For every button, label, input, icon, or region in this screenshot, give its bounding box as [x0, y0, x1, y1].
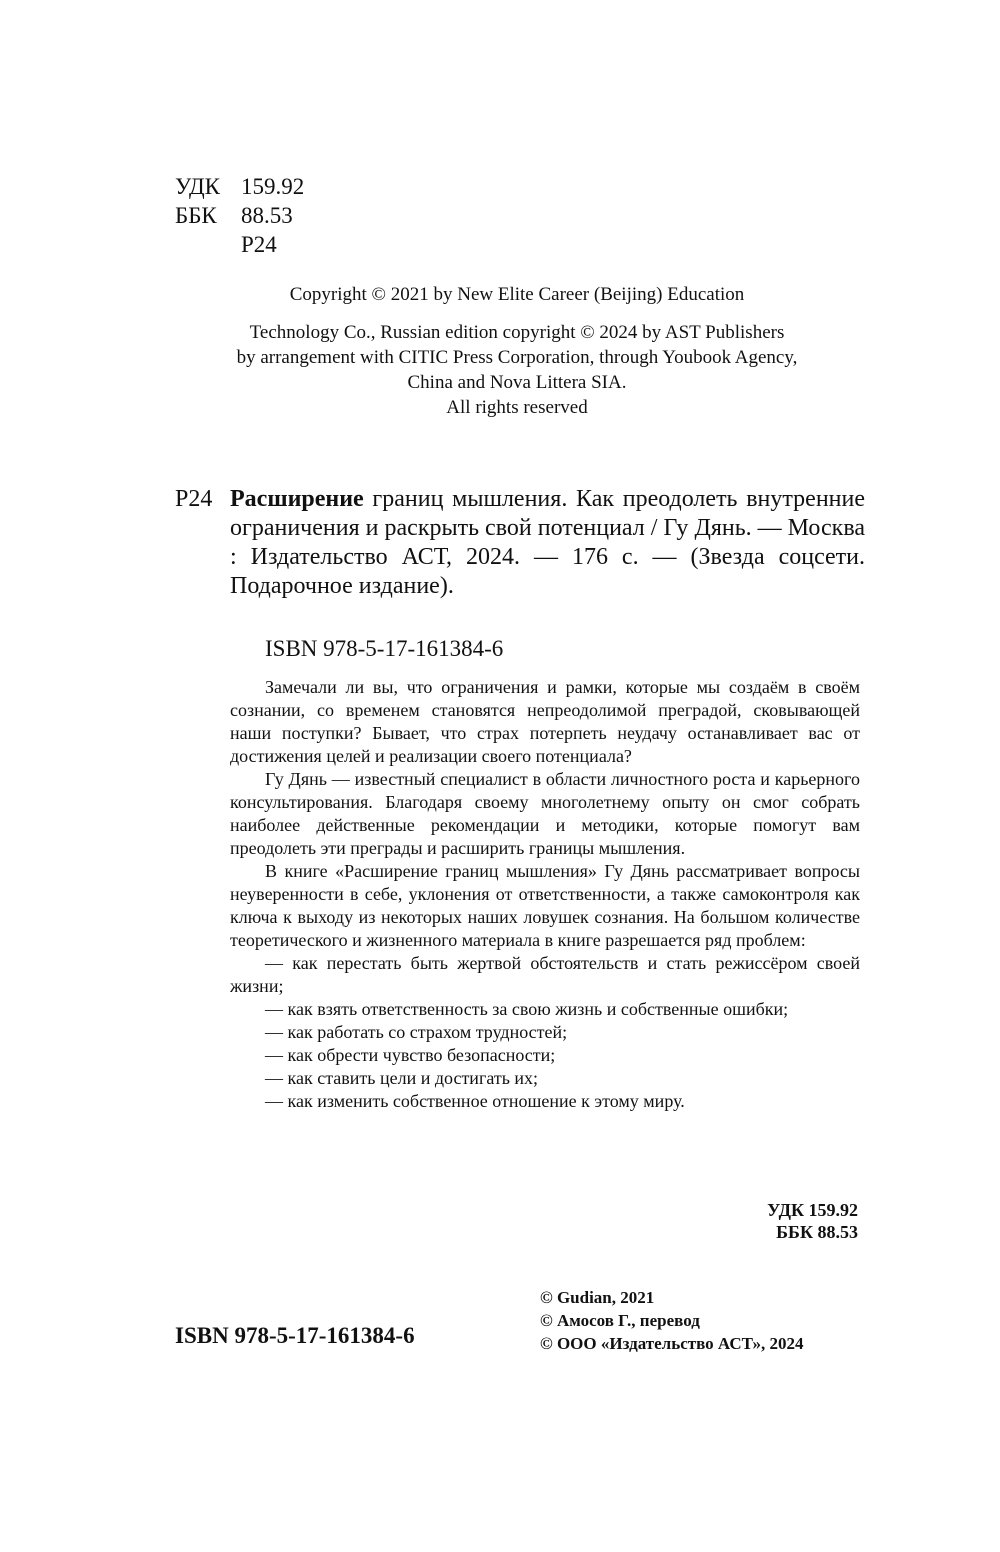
biblio-text	[230, 485, 865, 601]
classification-block	[175, 172, 304, 259]
footer-copyrights	[540, 1286, 804, 1355]
isbn-main: ISBN 978-5-17-161384-6	[265, 636, 504, 661]
udk-value: 159.92	[241, 174, 305, 199]
annotation-paragraph-3: В книге «Расширение границ мышления» Гу Дянь рассматривает вопросы неуверенности в себе, уклонения от ответственности, а также самоконтроля как ключа к выходу из некоторых наших ловушек сознания. На большом количестве теоретического и жизненного материала в книге разрешается ряд проблем:	[230, 861, 860, 950]
list-item: — как ставить цели и достигать их;	[265, 1068, 539, 1088]
copyright-line-4: China and Nova Littera SIA.	[407, 372, 627, 393]
copyright-translator: © Амосов Г., перевод	[540, 1311, 700, 1330]
bibliographic-record	[175, 485, 865, 601]
footer-bbk: ББК 88.53	[776, 1222, 858, 1242]
copyright-line-3: by arrangement with CITIC Press Corporation, through Youbook Agency,	[236, 347, 798, 368]
udk-label: УДК	[175, 174, 220, 199]
list-item: — как обрести чувство безопасности;	[265, 1045, 556, 1065]
copyright-line-1: Copyright © 2021 by New Elite Career (Beijing) Education	[289, 284, 745, 305]
book-title-bold: Расширение	[230, 486, 364, 512]
copyright-author: © Gudian, 2021	[540, 1288, 655, 1307]
list-item: — как работать со страхом трудностей;	[265, 1022, 568, 1042]
list-item: — как взять ответственность за свою жизнь и собственные ошибки;	[265, 999, 789, 1019]
biblio-code: Р24	[175, 486, 213, 512]
list-item: — как перестать быть жертвой обстоятельств и стать режиссёром своей жизни;	[230, 953, 860, 996]
copyright-publisher: © ООО «Издательство АСТ», 2024	[540, 1334, 804, 1353]
biblio-description: границ мышления. Как преодолеть внутренние ограничения и раскрыть свой потенциал / Гу Дянь. — Москва : Издательство АСТ, 2024. — 176 с. — (Звезда соцсети. Подарочное издание).	[230, 486, 865, 599]
annotation	[230, 676, 860, 1113]
copyright-line-5: All rights reserved	[446, 397, 588, 418]
isbn-footer: ISBN 978-5-17-161384-6	[175, 1323, 415, 1348]
footer-classification	[700, 1199, 858, 1243]
annotation-paragraph-1: Замечали ли вы, что ограничения и рамки, которые мы создаём в своём сознании, со временем становятся непреодолимой преградой, сковывающей наши поступки? Бывает, что страх потерпеть неудачу останавливает вас от достижения целей и реализации своего потенциала?	[230, 677, 860, 766]
copyright-line-2: Technology Co., Russian edition copyright © 2024 by AST Publishers	[249, 322, 785, 343]
udk-row	[175, 172, 304, 201]
copyright-notice	[150, 320, 884, 420]
author-mark-row	[175, 230, 304, 259]
footer-udk: УДК 159.92	[767, 1200, 858, 1220]
annotation-paragraph-2: Гу Дянь — известный специалист в области личностного роста и карьерного консультирования. Благодаря своему многолетнему опыту он смог собрать наиболее действенные рекомендации и методики, которые помогут вам преодолеть эти преграды и расширить границы мышления.	[230, 769, 860, 858]
author-mark: Р24	[241, 232, 277, 257]
bbk-value: 88.53	[241, 203, 293, 228]
bbk-row	[175, 201, 304, 230]
list-item: — как изменить собственное отношение к этому миру.	[265, 1091, 685, 1111]
bbk-label: ББК	[175, 203, 217, 228]
